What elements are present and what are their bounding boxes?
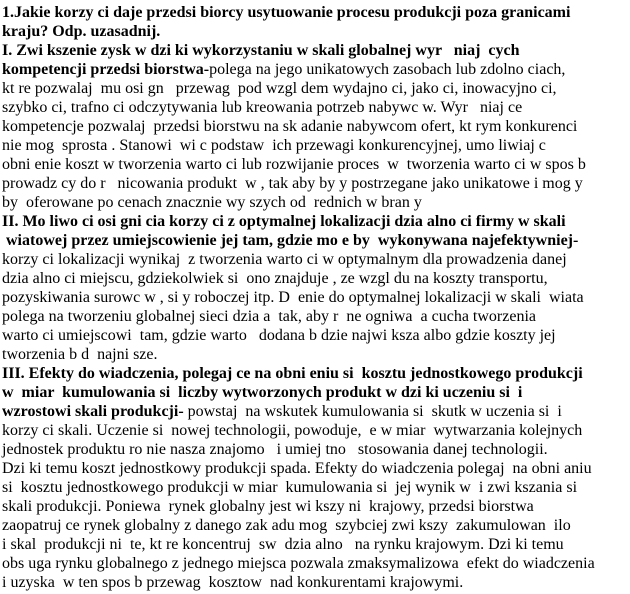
text-line <box>2 60 629 79</box>
text-line <box>2 516 629 535</box>
bold-text-segment: 1.Jakie korzy ci daje przedsi biorcy usytuowanie procesu produkcji poza granicami <box>2 4 571 21</box>
text-line <box>2 307 629 326</box>
text-segment: skali produkcji. Poniewa rynek globalny jest wi kszy ni krajowy, przedsi biorstwa <box>2 498 534 515</box>
text-segment: Dzi ki temu koszt jednostkowy produkcji spada. Efekty do wiadczenia polegaj na obni aniu <box>2 460 592 477</box>
text-line <box>2 573 629 592</box>
bold-text-segment: kraju? Odp. uzasadnij. <box>2 23 161 40</box>
text-segment: warto ci umiejscowi tam, gdzie warto dodana b dzie najwi ksza albo gdzie koszty jej <box>2 327 556 344</box>
text-segment: korzy ci lokalizacji wynikaj z tworzenia warto ci w optymalnym dla prowadzenia danej <box>2 251 567 268</box>
text-segment: jednostek produktu ro nie nasza znajomo i umiej tno stosowania danej technologii. <box>2 441 548 458</box>
document-text-block <box>2 3 629 592</box>
text-segment: kompetencje pozwalaj przedsi biorstwu na sk adanie nabywcom ofert, kt rym konkurenci <box>2 118 578 135</box>
bold-text-segment: III. Efekty do wiadczenia, polegaj ce na obni eniu si kosztu jednostkowego produkcji <box>2 365 583 382</box>
text-segment: dzia alno ci miejscu, gdziekolwiek si ono znajduje , ze wzgl du na koszty transportu, <box>2 270 548 287</box>
text-line <box>2 269 629 288</box>
text-line <box>2 421 629 440</box>
text-line <box>2 212 629 231</box>
text-line <box>2 231 629 250</box>
text-segment: by oferowane po cenach znacznie wy szych od rednich w bran y <box>2 194 422 211</box>
text-line <box>2 326 629 345</box>
text-line <box>2 174 629 193</box>
text-segment: tworzenia b d najni sze. <box>2 346 158 363</box>
text-line <box>2 478 629 497</box>
text-line <box>2 98 629 117</box>
bold-text-segment: w miar kumulowania si liczby wytworzonych produkt w dzi ki uczeniu si i <box>2 384 523 401</box>
text-line <box>2 535 629 554</box>
bold-text-segment: wzrostowi skali produkcji- <box>2 403 184 420</box>
text-segment: obni enie koszt w tworzenia warto ci lub rozwijanie proces w tworzenia warto ci w spos b <box>2 156 586 173</box>
text-segment: kt re pozwalaj mu osi gn przewag pod wzgl dem wydajno ci, jako ci, inowacyjno ci, <box>2 80 557 97</box>
text-segment: polega na tworzeniu globalnej sieci dzia a tak, aby r ne ogniwa a cucha tworzenia <box>2 308 536 325</box>
text-segment: zaopatruj ce rynek globalny z danego zak adu mog szybciej zwi kszy zakumulowan ilo <box>2 517 571 534</box>
text-line <box>2 497 629 516</box>
text-line <box>2 364 629 383</box>
text-line <box>2 554 629 573</box>
text-segment: obs uga rynku globalnego z jednego miejsca pozwala zmaksymalizowa efekt do wiadczenia <box>2 555 595 572</box>
text-line <box>2 250 629 269</box>
text-line <box>2 117 629 136</box>
text-segment: szybko ci, trafno ci odczytywania lub kreowania potrzeb nabywc w. Wyr niaj ce <box>2 99 523 116</box>
text-line <box>2 459 629 478</box>
text-line <box>2 193 629 212</box>
text-line <box>2 79 629 98</box>
text-line <box>2 402 629 421</box>
text-line <box>2 345 629 364</box>
text-segment: prowadz cy do r nicowania produkt w , tak aby by y postrzegane jako unikatowe i mog y <box>2 175 583 192</box>
text-line <box>2 136 629 155</box>
text-segment: korzy ci skali. Uczenie si nowej technologii, powoduje, e w miar wytwarzania kolejnych <box>2 422 583 439</box>
bold-text-segment: wiatowej przez umiejscowienie jej tam, gdzie mo e by wykonywana najefektywniej- <box>2 232 579 249</box>
text-segment: si kosztu jednostkowego produkcji w miar kumulowania si jej wynik w i zwi kszania si <box>2 479 578 496</box>
bold-text-segment: I. Zwi kszenie zysk w dzi ki wykorzystaniu w skali globalnej wyr niaj cych <box>2 42 520 59</box>
text-segment: pozyskiwania surowc w , si y roboczej itp. D enie do optymalnej lokalizacji w skali wiata <box>2 289 584 306</box>
text-line <box>2 22 629 41</box>
text-segment: powstaj na wskutek kumulowania si skutk w uczenia si i <box>183 403 562 420</box>
text-line <box>2 41 629 60</box>
text-segment: i skal produkcji ni te, kt re koncentruj sw dzia alno na rynku krajowym. Dzi ki temu <box>2 536 564 553</box>
text-line <box>2 155 629 174</box>
text-line <box>2 383 629 402</box>
text-segment: i uzyska w ten spos b przewag kosztow nad konkurentami krajowymi. <box>2 574 464 591</box>
text-line <box>2 288 629 307</box>
text-segment: nie mog sprosta . Stanowi wi c podstaw ich przewagi konkurencyjnej, umo liwiaj c <box>2 137 546 154</box>
bold-text-segment: II. Mo liwo ci osi gni cia korzy ci z optymalnej lokalizacji dzia alno ci firmy w skali <box>2 213 566 230</box>
text-line <box>2 3 629 22</box>
text-segment: polega na jego unikatowych zasobach lub zdolno ciach, <box>209 61 566 78</box>
text-line <box>2 440 629 459</box>
bold-text-segment: kompetencji przedsi biorstwa- <box>2 61 210 78</box>
